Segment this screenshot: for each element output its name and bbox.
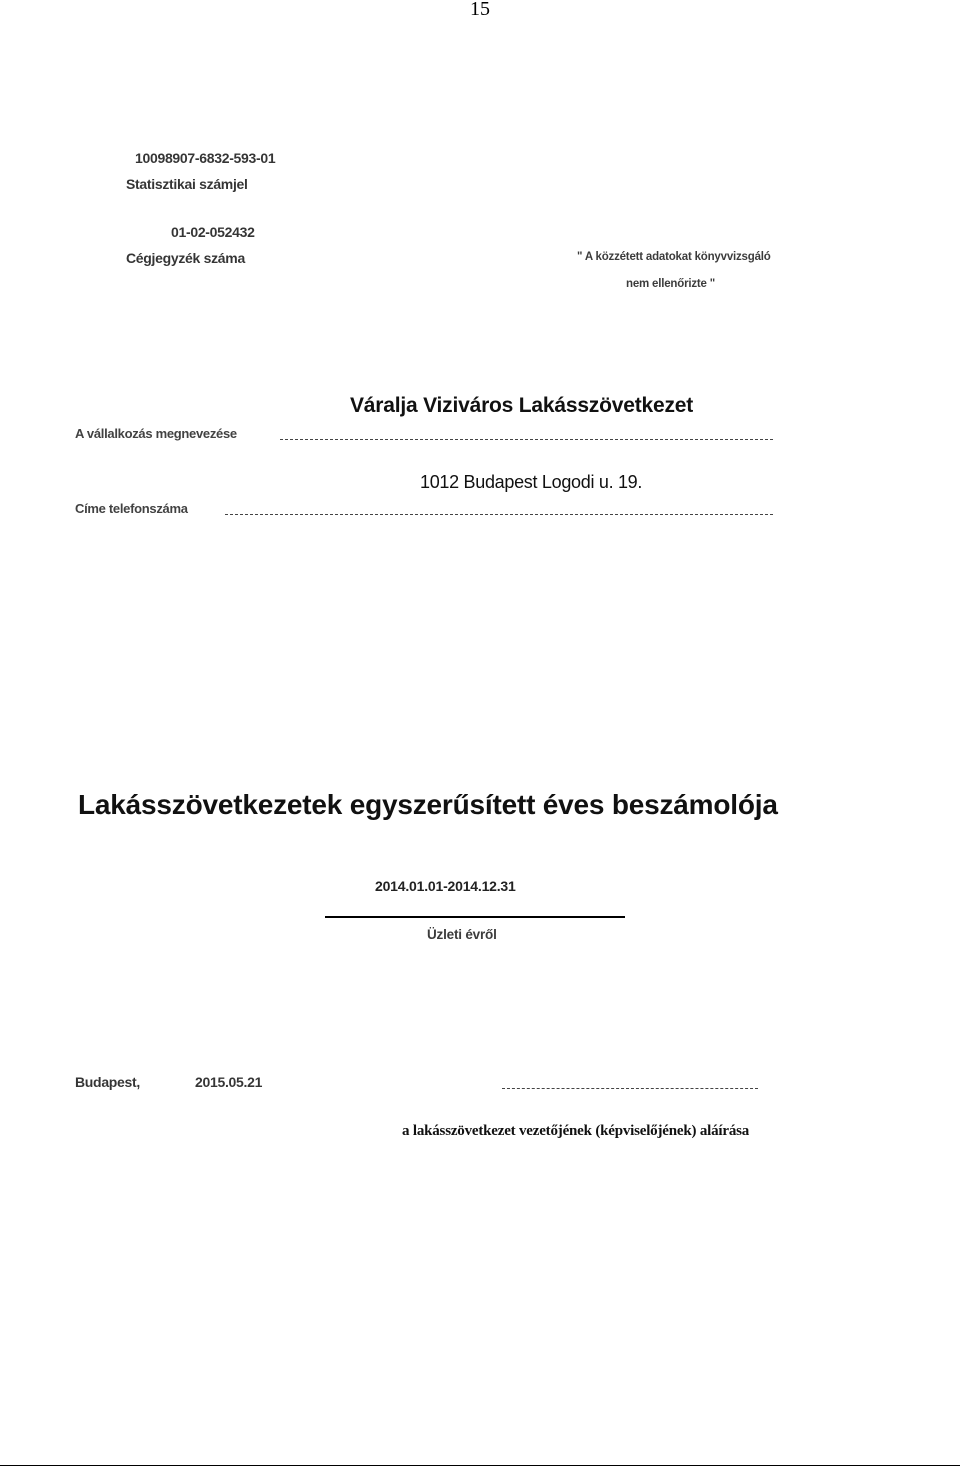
company-address: 1012 Budapest Logodi u. 19. [420, 472, 643, 492]
statistical-number: 10098907-6832-593-01 [135, 150, 276, 166]
signature-date: 2015.05.21 [195, 1074, 263, 1090]
report-period: 2014.01.01-2014.12.31 [375, 878, 516, 894]
audit-notice-line-1: " A közzétett adatokat könyvvizsgáló [577, 251, 771, 263]
company-name: Váralja Viziváros Lakásszövetkezet [350, 394, 694, 417]
page-number: 15 [470, 0, 490, 20]
report-period-line [325, 916, 625, 918]
signature-place: Budapest, [75, 1074, 140, 1090]
company-address-label: Címe telefonszáma [75, 501, 188, 516]
report-period-label: Üzleti évről [427, 927, 497, 942]
company-name-line [280, 439, 773, 440]
registry-number: 01-02-052432 [171, 224, 255, 240]
registry-number-label: Cégjegyzék száma [126, 250, 245, 266]
company-name-label: A vállalkozás megnevezése [75, 426, 237, 441]
signature-line [502, 1088, 758, 1089]
company-address-line [225, 514, 773, 515]
report-title: Lakásszövetkezetek egyszerűsített éves beszámolója [78, 789, 778, 820]
footer-rule [0, 1465, 960, 1466]
audit-notice-line-2: nem ellenőrizte " [626, 278, 715, 290]
signature-caption: a lakásszövetkezet vezetőjének (képviselőjének) aláírása [402, 1123, 750, 1139]
statistical-number-label: Statisztikai számjel [126, 176, 248, 192]
